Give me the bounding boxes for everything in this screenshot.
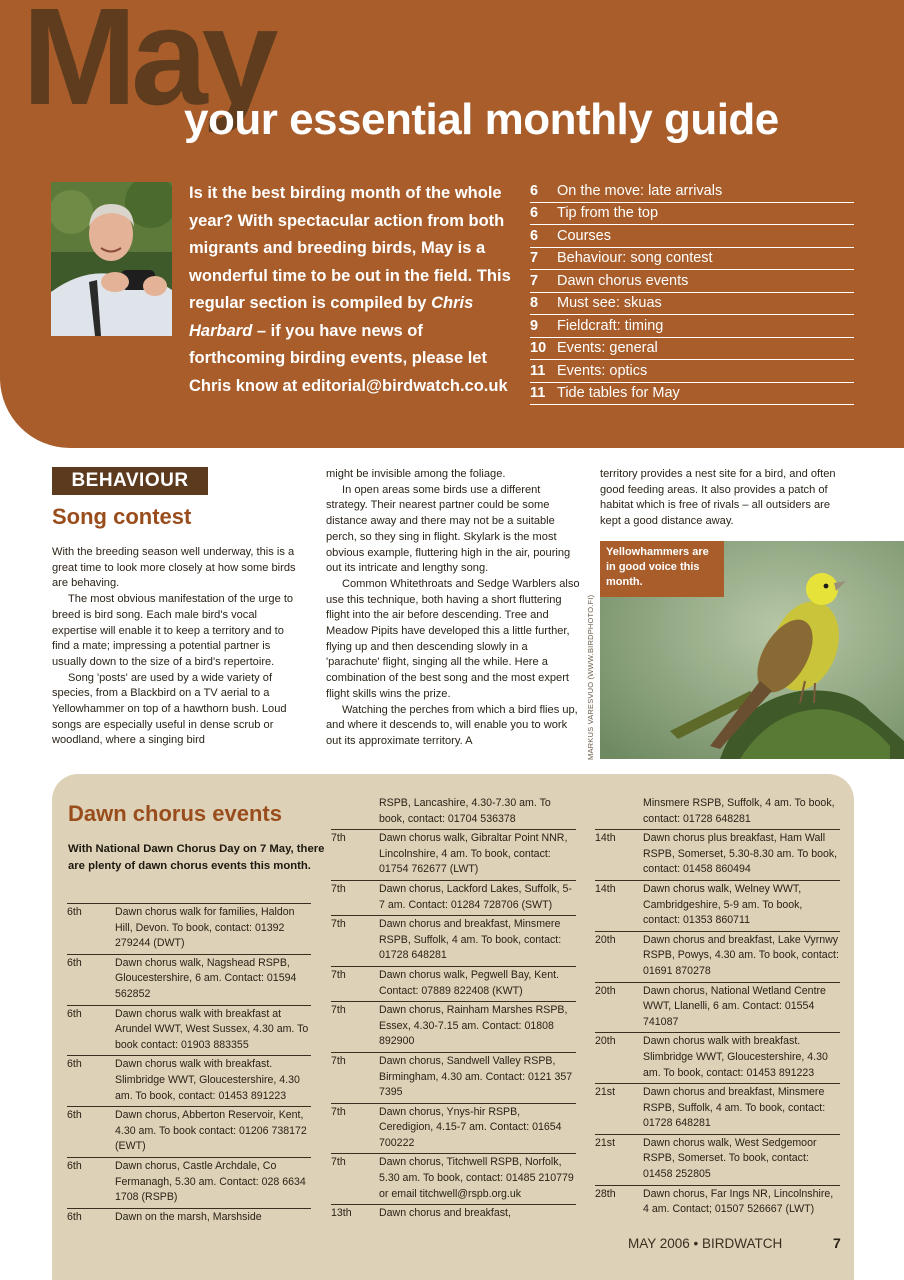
event-date: 13th [331,1207,352,1220]
event-date: 20th [595,933,616,946]
events-column-2 [331,796,576,1224]
event-row [331,1154,576,1205]
event-details: Dawn chorus, Abberton Reservoir, Kent, 4.30 am. To book contact: 01206 738172 (EWT) [115,1109,307,1153]
event-date: 6th [67,1058,82,1071]
contents-page-number: 7 [530,272,539,289]
event-date: 6th [67,956,82,969]
event-row [331,1104,576,1155]
event-details: Dawn chorus, Castle Archdale, Co Fermanagh, 5.30 am. Contact: 028 6634 1708 (RSPB) [115,1159,306,1204]
event-row [331,1002,576,1053]
event-details: Dawn chorus and breakfast, Minsmere RSPB, Suffolk, 4 am. To book, contact: 01728 648281 [379,918,562,962]
intro-text: Is it the best birding month of the whole year? With spectacular action from both migrants and breeding birds, May is a wonderful time to be out in the field. This regular section is compiled by [189,184,511,312]
header-banner [0,0,904,448]
event-details: Dawn chorus, National Wetland Centre WWT, Llanelli, 6 am. Contact: 01554 741087 [643,984,826,1028]
event-date: 6th [67,1109,82,1122]
event-date: 6th [67,1159,82,1172]
event-row [331,1205,576,1224]
event-row [595,1135,840,1186]
event-date: 7th [331,1054,346,1067]
event-row [595,1033,840,1084]
contents-item[interactable] [530,248,854,271]
contents-item[interactable] [530,270,854,293]
intro-text-end: – if you have news of forthcoming birding events, please let Chris know at editorial@birdwatch.co.uk [189,321,508,395]
event-date: 7th [331,1105,346,1118]
contents-item[interactable] [530,225,854,248]
contents-page-number: 6 [530,227,539,244]
event-row [331,881,576,916]
contents-item-label: Events: optics [557,362,648,379]
event-details: Dawn chorus and breakfast, Lake Vyrnwy RSPB, Powys, 4.30 am. To book, contact: 01691 870278 [643,933,839,977]
issue-footer: MAY 2006 • BIRDWATCH [628,1236,783,1251]
contents-item-label: Events: general [557,340,658,357]
intro-author: Chris Harbard [189,294,474,340]
contents-item-label: Fieldcraft: timing [557,317,664,334]
contents-item-label: Must see: skuas [557,295,662,312]
event-details: Dawn chorus walk, Welney WWT, Cambridgeshire, 5-9 am. To book, contact: 01353 860711 [643,882,803,927]
event-continued: Minsmere RSPB, Suffolk, 4 am. To book, contact: 01728 648281 [595,796,840,830]
contents-item-label: Tide tables for May [557,385,680,402]
article-column-2 [326,467,581,750]
article-paragraph: Watching the perches from which a bird flies up, and where it descends to, will enable you to work out its approximate territory. A [326,703,578,747]
events-column-1 [67,903,311,1227]
event-date: 7th [331,1156,346,1169]
dawn-chorus-title: Dawn chorus events [68,801,282,826]
event-date: 6th [67,1210,82,1223]
event-row [67,1158,311,1209]
event-date: 21st [595,1086,616,1099]
month-title: May [22,0,273,134]
event-details: Dawn chorus walk, West Sedgemoor RSPB, Somerset. To book, contact: 01458 252805 [643,1136,817,1181]
event-row [595,1186,840,1220]
event-row [67,1209,311,1228]
event-date: 14th [595,882,616,895]
event-row [67,1107,311,1158]
contents-item[interactable] [530,338,854,361]
event-date: 6th [67,906,82,918]
event-details: Dawn chorus, Rainham Marshes RSPB, Essex, 4.30-7.15 am. Contact: 01808 892900 [379,1004,568,1048]
event-details: Dawn chorus, Ynys-hir RSPB, Ceredigion, 4.15-7 am. Contact: 01654 700222 [379,1105,562,1149]
event-details: Dawn chorus walk, Gibraltar Point NNR, Lincolnshire, 4 am. To book, contact: 01754 762677 (LWT) [379,832,568,876]
event-details: Dawn chorus walk, Nagshead RSPB, Gloucestershire, 6 am. Contact: 01594 562852 [115,956,297,1000]
event-date: 7th [331,918,346,931]
event-row [595,932,840,983]
contents-page-number: 8 [530,295,539,312]
dawn-chorus-intro: With National Dawn Chorus Day on 7 May, there are plenty of dawn chorus events this month. [68,843,325,872]
contents-page-number: 7 [530,250,539,267]
article-paragraph: Common Whitethroats and Sedge Warblers also use this technique, both having a short fluttering flight into the air before descending. Tree and Meadow Pipits have developed this a little further, flying up and then descending slowly in a 'parachute' flight, singing all the while. Here a combination of the best song and the most expert flight skills wins the prize. [326,577,580,700]
event-details: Dawn chorus walk with breakfast. Slimbridge WWT, Gloucestershire, 4.30 am. To book, contact: 01453 891223 [115,1058,300,1102]
event-date: 20th [595,984,616,997]
article-paragraph: With the breeding season well underway, this is a great time to look more closely at how some birds are behaving. [52,546,296,590]
contents-list [530,180,854,405]
intro-paragraph [189,180,521,400]
event-date: 6th [67,1007,82,1020]
photo-caption: Yellowhammers are in good voice this month. [600,541,724,597]
contents-item-label: On the move: late arrivals [557,182,723,199]
event-date: 7th [331,968,346,981]
event-row [67,903,311,955]
contents-item-label: Behaviour: song contest [557,250,713,267]
article-column-1 [52,545,304,749]
event-details: Dawn chorus walk, Pegwell Bay, Kent. Contact: 07889 822408 (KWT) [379,968,559,997]
contents-page-number: 10 [530,340,547,357]
event-row [331,830,576,881]
event-continued: RSPB, Lancashire, 4.30-7.30 am. To book, contact: 01704 536378 [331,796,576,830]
event-details: Dawn chorus, Lackford Lakes, Suffolk, 5-7 am. Contact: 01284 728706 (SWT) [379,882,572,911]
event-details: Dawn chorus walk for families, Haldon Hill, Devon. To book, contact: 01392 279244 (DWT) [115,906,295,950]
contents-item[interactable] [530,383,854,406]
article-paragraph: Song 'posts' are used by a wide variety of species, from a Blackbird on a TV aerial to a Yellowhammer on top of a hawthorn bush. Loud songs are especially useful in dense scrub or woodland, where a singing bird [52,671,287,747]
event-details: Dawn chorus walk with breakfast at Arundel WWT, West Sussex, 4.30 am. To book contact: 01903 883355 [115,1007,309,1051]
event-details: Dawn chorus, Sandwell Valley RSPB, Birmingham, 4.30 am. Contact: 0121 357 7395 [379,1054,573,1099]
event-date: 20th [595,1035,616,1048]
event-details: Dawn chorus and breakfast, [379,1207,511,1220]
event-details: Dawn chorus walk with breakfast. Slimbridge WWT, Gloucestershire, 4.30 am. To book, contact: 01453 891223 [643,1035,828,1079]
contents-page-number: 6 [530,205,539,222]
contents-item[interactable] [530,293,854,316]
event-row [595,983,840,1034]
contents-item-label: Tip from the top [557,205,659,222]
contents-page-number: 11 [530,385,546,402]
event-row [67,1006,311,1057]
event-date: 21st [595,1136,616,1149]
event-row [595,881,840,932]
event-date: 14th [595,832,616,845]
article-title: Song contest [52,504,192,529]
contents-item[interactable] [530,203,854,226]
contents-item[interactable] [530,180,854,203]
author-photo-image [51,182,172,336]
article-paragraph: The most obvious manifestation of the urge to breed is bird song. Each male bird's vocal expertise will enable it to keep a territory and to find a mate; impressing a potential partner is usually down to the size of a bird's repertoire. [52,593,294,668]
contents-item[interactable] [530,315,854,338]
event-details: Dawn chorus and breakfast, Minsmere RSPB, Suffolk, 4 am. To book, contact: 01728 648281 [643,1086,826,1130]
event-details: Dawn chorus, Titchwell RSPB, Norfolk, 5.30 am. To book, contact: 01485 210779 or email titchwell@rspb.org.uk [379,1156,574,1200]
event-date: 7th [331,1004,346,1017]
event-details: Dawn on the marsh, Marshside [115,1210,262,1223]
contents-page-number: 9 [530,317,539,334]
event-row [331,967,576,1002]
event-row [595,830,840,881]
page-subtitle: your essential monthly guide [184,95,779,144]
page-number: 7 [833,1235,841,1251]
contents-item-label: Courses [557,227,611,244]
contents-item[interactable] [530,360,854,383]
article-paragraph: territory provides a nest site for a bird, and often good feeding areas. It also provides a patch of habitat which is free of rivals – all outsiders are kept a good distance away. [600,468,836,528]
event-date: 7th [331,832,346,845]
events-column-3 [595,796,840,1220]
section-badge: BEHAVIOUR [52,467,208,495]
article-paragraph: might be invisible among the foliage. [326,468,506,480]
event-row [331,916,576,967]
event-date: 7th [331,882,346,895]
event-details: Dawn chorus, Far Ings NR, Lincolnshire, 4 am. Contact; 01507 526667 (LWT) [643,1187,834,1216]
article-paragraph: In open areas some birds use a different strategy. Their nearest partner could be some distance away and there may not be a suitable perch, so they sing in flight. Skylark is the most obvious example, fluttering high in the air, pouring out its intricate and lengthy song. [326,483,571,575]
event-date: 28th [595,1187,616,1200]
contents-page-number: 6 [530,182,539,199]
event-details: Dawn chorus plus breakfast, Ham Wall RSPB, Somerset, 5.30-8.30 am. To book, contact: 01458 860494 [643,832,838,876]
article-column-3 [600,467,850,530]
event-row [331,1053,576,1104]
contents-page-number: 11 [530,362,546,379]
photo-credit: MARKUS VARESVUO (WWW.BIRDPHOTO.FI) [586,594,595,760]
event-row [595,1084,840,1135]
event-row [67,955,311,1006]
author-photo [51,182,172,336]
contents-item-label: Dawn chorus events [557,272,689,289]
event-row [67,1056,311,1107]
